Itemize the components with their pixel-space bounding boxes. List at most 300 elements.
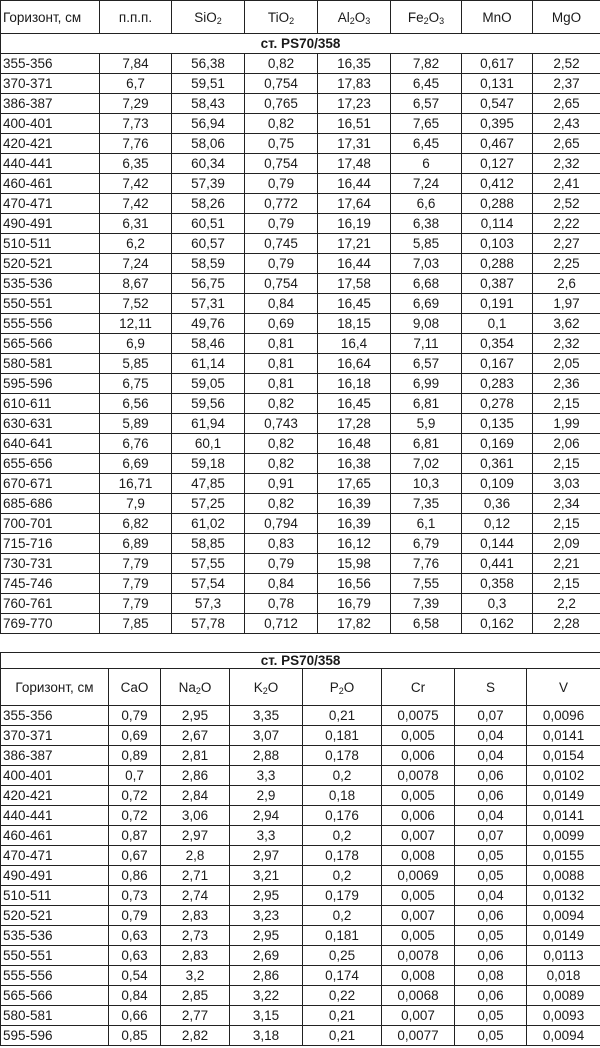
value-cell: 3,3 bbox=[230, 766, 303, 786]
value-cell: 2,15 bbox=[533, 394, 600, 414]
value-cell: 57,25 bbox=[172, 494, 245, 514]
value-cell: 0,191 bbox=[462, 294, 533, 314]
value-cell: 1,97 bbox=[533, 294, 600, 314]
value-cell: 6,56 bbox=[100, 394, 172, 414]
value-cell: 7,24 bbox=[391, 174, 462, 194]
value-cell: 0,131 bbox=[462, 74, 533, 94]
value-cell: 0,08 bbox=[455, 966, 527, 986]
value-cell: 0,21 bbox=[303, 706, 382, 726]
value-cell: 6,81 bbox=[391, 394, 462, 414]
value-cell: 0,772 bbox=[245, 194, 318, 214]
value-cell: 6,79 bbox=[391, 534, 462, 554]
depth-cell: 386-387 bbox=[1, 746, 109, 766]
value-cell: 61,94 bbox=[172, 414, 245, 434]
value-cell: 16,19 bbox=[318, 214, 391, 234]
value-cell: 0,81 bbox=[245, 374, 318, 394]
value-cell: 2,9 bbox=[230, 786, 303, 806]
value-cell: 0,91 bbox=[245, 474, 318, 494]
depth-cell: 700-701 bbox=[1, 514, 100, 534]
header-cell: S bbox=[455, 669, 527, 706]
value-cell: 2,52 bbox=[533, 194, 600, 214]
value-cell: 2,8 bbox=[161, 846, 230, 866]
value-cell: 17,21 bbox=[318, 234, 391, 254]
value-cell: 0,79 bbox=[109, 706, 161, 726]
value-cell: 2,73 bbox=[161, 926, 230, 946]
depth-cell: 595-596 bbox=[1, 1026, 109, 1046]
value-cell: 0,87 bbox=[109, 826, 161, 846]
depth-cell: 490-491 bbox=[1, 866, 109, 886]
value-cell: 17,83 bbox=[318, 74, 391, 94]
value-cell: 0,0078 bbox=[382, 946, 455, 966]
value-cell: 0,169 bbox=[462, 434, 533, 454]
value-cell: 57,78 bbox=[172, 614, 245, 634]
value-cell: 0,109 bbox=[462, 474, 533, 494]
value-cell: 8,67 bbox=[100, 274, 172, 294]
table-row bbox=[1, 94, 600, 114]
value-cell: 0,06 bbox=[455, 986, 527, 1006]
value-cell: 7,29 bbox=[100, 94, 172, 114]
value-cell: 58,43 bbox=[172, 94, 245, 114]
value-cell: 16,44 bbox=[318, 174, 391, 194]
header-cell: TiO$_2$ bbox=[245, 1, 318, 34]
value-cell: 0,0149 bbox=[527, 786, 600, 806]
table-row bbox=[1, 494, 600, 514]
value-cell: 16,44 bbox=[318, 254, 391, 274]
value-cell: 3,2 bbox=[161, 966, 230, 986]
depth-cell: 460-461 bbox=[1, 826, 109, 846]
value-cell: 0,754 bbox=[245, 274, 318, 294]
value-cell: 3,22 bbox=[230, 986, 303, 1006]
value-cell: 0,103 bbox=[462, 234, 533, 254]
value-cell: 0,06 bbox=[455, 946, 527, 966]
value-cell: 0,22 bbox=[303, 986, 382, 1006]
value-cell: 7,42 bbox=[100, 194, 172, 214]
value-cell: 0,354 bbox=[462, 334, 533, 354]
value-cell: 0,0069 bbox=[382, 866, 455, 886]
value-cell: 3,21 bbox=[230, 866, 303, 886]
header-cell: $K_2O$ bbox=[230, 669, 303, 706]
value-cell: 7,35 bbox=[391, 494, 462, 514]
value-cell: 0,63 bbox=[109, 946, 161, 966]
value-cell: 7,42 bbox=[100, 174, 172, 194]
table-row bbox=[1, 454, 600, 474]
value-cell: 2,22 bbox=[533, 214, 600, 234]
table-row bbox=[1, 886, 600, 906]
table-row bbox=[1, 614, 600, 634]
value-cell: 0,73 bbox=[109, 886, 161, 906]
table-row bbox=[1, 234, 600, 254]
value-cell: 2,32 bbox=[533, 334, 600, 354]
value-cell: 0,0096 bbox=[527, 706, 600, 726]
value-cell: 7,79 bbox=[100, 554, 172, 574]
value-cell: 7,84 bbox=[100, 54, 172, 74]
value-cell: 2,21 bbox=[533, 554, 600, 574]
value-cell: 7,82 bbox=[391, 54, 462, 74]
value-cell: 7,24 bbox=[100, 254, 172, 274]
depth-cell: 745-746 bbox=[1, 574, 100, 594]
value-cell: 2,81 bbox=[161, 746, 230, 766]
value-cell: 16,38 bbox=[318, 454, 391, 474]
oxides-header-row bbox=[1, 1, 600, 34]
table-row bbox=[1, 594, 600, 614]
value-cell: 56,38 bbox=[172, 54, 245, 74]
value-cell: 0,79 bbox=[245, 554, 318, 574]
value-cell: 61,14 bbox=[172, 354, 245, 374]
value-cell: 6,38 bbox=[391, 214, 462, 234]
depth-cell: 655-656 bbox=[1, 454, 100, 474]
value-cell: 7,85 bbox=[100, 614, 172, 634]
value-cell: 2,34 bbox=[533, 494, 600, 514]
table-row bbox=[1, 134, 600, 154]
value-cell: 7,39 bbox=[391, 594, 462, 614]
table-row bbox=[1, 214, 600, 234]
value-cell: 2,94 bbox=[230, 806, 303, 826]
value-cell: 17,48 bbox=[318, 154, 391, 174]
depth-cell: 535-536 bbox=[1, 926, 109, 946]
value-cell: 0,84 bbox=[109, 986, 161, 1006]
value-cell: 2,43 bbox=[533, 114, 600, 134]
value-cell: 3,62 bbox=[533, 314, 600, 334]
value-cell: 16,4 bbox=[318, 334, 391, 354]
value-cell: 0,84 bbox=[245, 294, 318, 314]
header-cell: Cr bbox=[382, 669, 455, 706]
value-cell: 18,15 bbox=[318, 314, 391, 334]
value-cell: 15,98 bbox=[318, 554, 391, 574]
value-cell: 0,72 bbox=[109, 806, 161, 826]
value-cell: 0,181 bbox=[303, 726, 382, 746]
value-cell: 0,361 bbox=[462, 454, 533, 474]
value-cell: 5,85 bbox=[100, 354, 172, 374]
value-cell: 0,005 bbox=[382, 926, 455, 946]
value-cell: 2,83 bbox=[161, 906, 230, 926]
value-cell: 58,85 bbox=[172, 534, 245, 554]
value-cell: 3,23 bbox=[230, 906, 303, 926]
depth-cell: 565-566 bbox=[1, 986, 109, 1006]
value-cell: 61,02 bbox=[172, 514, 245, 534]
value-cell: 0,82 bbox=[245, 494, 318, 514]
value-cell: 0,89 bbox=[109, 746, 161, 766]
value-cell: 7,02 bbox=[391, 454, 462, 474]
value-cell: 0,79 bbox=[109, 906, 161, 926]
value-cell: 3,07 bbox=[230, 726, 303, 746]
value-cell: 2,09 bbox=[533, 534, 600, 554]
value-cell: 0,78 bbox=[245, 594, 318, 614]
value-cell: 0,412 bbox=[462, 174, 533, 194]
value-cell: 0,06 bbox=[455, 906, 527, 926]
value-cell: 16,64 bbox=[318, 354, 391, 374]
value-cell: 2,88 bbox=[230, 746, 303, 766]
value-cell: 0,387 bbox=[462, 274, 533, 294]
value-cell: 2,15 bbox=[533, 454, 600, 474]
value-cell: 0,1 bbox=[462, 314, 533, 334]
elements-header-row bbox=[1, 669, 600, 706]
header-cell: Горизонт, см bbox=[1, 669, 109, 706]
table-row bbox=[1, 514, 600, 534]
value-cell: 17,31 bbox=[318, 134, 391, 154]
value-cell: 5,9 bbox=[391, 414, 462, 434]
value-cell: 2,37 bbox=[533, 74, 600, 94]
value-cell: 5,85 bbox=[391, 234, 462, 254]
value-cell: 6,58 bbox=[391, 614, 462, 634]
value-cell: 2,95 bbox=[161, 706, 230, 726]
value-cell: 0,395 bbox=[462, 114, 533, 134]
value-cell: 16,71 bbox=[100, 474, 172, 494]
value-cell: 0,72 bbox=[109, 786, 161, 806]
header-cell: MgO bbox=[533, 1, 600, 34]
table-row bbox=[1, 946, 600, 966]
depth-cell: 370-371 bbox=[1, 74, 100, 94]
value-cell: 2,67 bbox=[161, 726, 230, 746]
depth-cell: 555-556 bbox=[1, 966, 109, 986]
value-cell: 0,712 bbox=[245, 614, 318, 634]
value-cell: 0,0068 bbox=[382, 986, 455, 1006]
value-cell: 0,05 bbox=[455, 1006, 527, 1026]
table-row bbox=[1, 926, 600, 946]
value-cell: 0,007 bbox=[382, 906, 455, 926]
value-cell: 2,52 bbox=[533, 54, 600, 74]
table-row bbox=[1, 746, 600, 766]
value-cell: 2,95 bbox=[230, 886, 303, 906]
depth-cell: 760-761 bbox=[1, 594, 100, 614]
value-cell: 0,765 bbox=[245, 94, 318, 114]
value-cell: 0,12 bbox=[462, 514, 533, 534]
table-row bbox=[1, 314, 600, 334]
value-cell: 6 bbox=[391, 154, 462, 174]
value-cell: 0,0089 bbox=[527, 986, 600, 1006]
depth-cell: 520-521 bbox=[1, 906, 109, 926]
value-cell: 0,144 bbox=[462, 534, 533, 554]
value-cell: 0,05 bbox=[455, 1026, 527, 1046]
depth-cell: 470-471 bbox=[1, 846, 109, 866]
table-row bbox=[1, 374, 600, 394]
value-cell: 2,82 bbox=[161, 1026, 230, 1046]
value-cell: 3,15 bbox=[230, 1006, 303, 1026]
section-title: ст. PS70/358 bbox=[1, 34, 600, 54]
value-cell: 0,0154 bbox=[527, 746, 600, 766]
value-cell: 0,181 bbox=[303, 926, 382, 946]
value-cell: 2,97 bbox=[161, 826, 230, 846]
value-cell: 2,77 bbox=[161, 1006, 230, 1026]
table-row bbox=[1, 1026, 600, 1046]
value-cell: 6,75 bbox=[100, 374, 172, 394]
value-cell: 47,85 bbox=[172, 474, 245, 494]
value-cell: 57,3 bbox=[172, 594, 245, 614]
section-title-row bbox=[1, 653, 600, 669]
value-cell: 0,66 bbox=[109, 1006, 161, 1026]
table-row bbox=[1, 194, 600, 214]
depth-cell: 580-581 bbox=[1, 354, 100, 374]
value-cell: 0,176 bbox=[303, 806, 382, 826]
value-cell: 1,99 bbox=[533, 414, 600, 434]
value-cell: 3,35 bbox=[230, 706, 303, 726]
table-row bbox=[1, 726, 600, 746]
table-row bbox=[1, 846, 600, 866]
header-cell: $Al_2O_3$ bbox=[318, 1, 391, 34]
value-cell: 17,28 bbox=[318, 414, 391, 434]
value-cell: 6,76 bbox=[100, 434, 172, 454]
value-cell: 0,81 bbox=[245, 334, 318, 354]
value-cell: 7,55 bbox=[391, 574, 462, 594]
value-cell: 16,35 bbox=[318, 54, 391, 74]
value-cell: 2,05 bbox=[533, 354, 600, 374]
table-row bbox=[1, 474, 600, 494]
value-cell: 0,358 bbox=[462, 574, 533, 594]
value-cell: 0,441 bbox=[462, 554, 533, 574]
value-cell: 0,2 bbox=[303, 766, 382, 786]
depth-cell: 420-421 bbox=[1, 786, 109, 806]
value-cell: 6,2 bbox=[100, 234, 172, 254]
value-cell: 58,26 bbox=[172, 194, 245, 214]
depth-cell: 595-596 bbox=[1, 374, 100, 394]
value-cell: 0,36 bbox=[462, 494, 533, 514]
value-cell: 0,82 bbox=[245, 394, 318, 414]
value-cell: 17,65 bbox=[318, 474, 391, 494]
value-cell: 2,6 bbox=[533, 274, 600, 294]
value-cell: 57,55 bbox=[172, 554, 245, 574]
value-cell: 0,82 bbox=[245, 54, 318, 74]
value-cell: 2,83 bbox=[161, 946, 230, 966]
value-cell: 0,0102 bbox=[527, 766, 600, 786]
value-cell: 7,11 bbox=[391, 334, 462, 354]
header-cell: $Fe_2O_3$ bbox=[391, 1, 462, 34]
depth-cell: 730-731 bbox=[1, 554, 100, 574]
value-cell: 0,83 bbox=[245, 534, 318, 554]
value-cell: 0,005 bbox=[382, 886, 455, 906]
depth-cell: 420-421 bbox=[1, 134, 100, 154]
value-cell: 0,007 bbox=[382, 1006, 455, 1026]
table-row bbox=[1, 334, 600, 354]
depth-cell: 685-686 bbox=[1, 494, 100, 514]
value-cell: 3,3 bbox=[230, 826, 303, 846]
value-cell: 2,84 bbox=[161, 786, 230, 806]
table-row bbox=[1, 766, 600, 786]
value-cell: 6,57 bbox=[391, 354, 462, 374]
value-cell: 17,23 bbox=[318, 94, 391, 114]
value-cell: 0,178 bbox=[303, 846, 382, 866]
value-cell: 0,18 bbox=[303, 786, 382, 806]
value-cell: 7,65 bbox=[391, 114, 462, 134]
value-cell: 0,04 bbox=[455, 806, 527, 826]
value-cell: 17,58 bbox=[318, 274, 391, 294]
table-row bbox=[1, 354, 600, 374]
value-cell: 0,06 bbox=[455, 766, 527, 786]
value-cell: 57,54 bbox=[172, 574, 245, 594]
value-cell: 7,76 bbox=[391, 554, 462, 574]
value-cell: 0,04 bbox=[455, 746, 527, 766]
value-cell: 0,54 bbox=[109, 966, 161, 986]
value-cell: 60,34 bbox=[172, 154, 245, 174]
value-cell: 0,21 bbox=[303, 1026, 382, 1046]
value-cell: 0,0078 bbox=[382, 766, 455, 786]
value-cell: 16,56 bbox=[318, 574, 391, 594]
value-cell: 0,005 bbox=[382, 786, 455, 806]
header-cell: V bbox=[527, 669, 600, 706]
value-cell: 7,79 bbox=[100, 594, 172, 614]
depth-cell: 400-401 bbox=[1, 766, 109, 786]
value-cell: 6,9 bbox=[100, 334, 172, 354]
value-cell: 0,04 bbox=[455, 886, 527, 906]
value-cell: 6,69 bbox=[391, 294, 462, 314]
value-cell: 0,82 bbox=[245, 434, 318, 454]
depth-cell: 400-401 bbox=[1, 114, 100, 134]
value-cell: 0,84 bbox=[245, 574, 318, 594]
value-cell: 2,95 bbox=[230, 926, 303, 946]
header-cell: $P_2O$ bbox=[303, 669, 382, 706]
table-row bbox=[1, 414, 600, 434]
depth-cell: 640-641 bbox=[1, 434, 100, 454]
value-cell: 2,15 bbox=[533, 514, 600, 534]
depth-cell: 510-511 bbox=[1, 886, 109, 906]
depth-cell: 370-371 bbox=[1, 726, 109, 746]
value-cell: 16,45 bbox=[318, 394, 391, 414]
value-cell: 16,12 bbox=[318, 534, 391, 554]
value-cell: 56,94 bbox=[172, 114, 245, 134]
depth-cell: 555-556 bbox=[1, 314, 100, 334]
value-cell: 0,06 bbox=[455, 786, 527, 806]
value-cell: 16,79 bbox=[318, 594, 391, 614]
value-cell: 0,178 bbox=[303, 746, 382, 766]
value-cell: 60,51 bbox=[172, 214, 245, 234]
depth-cell: 470-471 bbox=[1, 194, 100, 214]
value-cell: 0,86 bbox=[109, 866, 161, 886]
value-cell: 0,75 bbox=[245, 134, 318, 154]
value-cell: 0,0113 bbox=[527, 946, 600, 966]
table-row bbox=[1, 434, 600, 454]
value-cell: 0,0141 bbox=[527, 726, 600, 746]
value-cell: 2,97 bbox=[230, 846, 303, 866]
depth-cell: 520-521 bbox=[1, 254, 100, 274]
value-cell: 16,39 bbox=[318, 494, 391, 514]
table-row bbox=[1, 786, 600, 806]
value-cell: 0,0132 bbox=[527, 886, 600, 906]
header-cell: SiO$_2$ bbox=[172, 1, 245, 34]
value-cell: 0,0099 bbox=[527, 826, 600, 846]
table-row bbox=[1, 54, 600, 74]
value-cell: 56,75 bbox=[172, 274, 245, 294]
depth-cell: 769-770 bbox=[1, 614, 100, 634]
value-cell: 2,36 bbox=[533, 374, 600, 394]
table-row bbox=[1, 294, 600, 314]
value-cell: 6,81 bbox=[391, 434, 462, 454]
value-cell: 16,51 bbox=[318, 114, 391, 134]
value-cell: 6,31 bbox=[100, 214, 172, 234]
value-cell: 0,288 bbox=[462, 194, 533, 214]
value-cell: 2,69 bbox=[230, 946, 303, 966]
value-cell: 6,99 bbox=[391, 374, 462, 394]
value-cell: 2,65 bbox=[533, 134, 600, 154]
value-cell: 0,05 bbox=[455, 926, 527, 946]
value-cell: 58,06 bbox=[172, 134, 245, 154]
value-cell: 0,0093 bbox=[527, 1006, 600, 1026]
table-row bbox=[1, 554, 600, 574]
value-cell: 0,794 bbox=[245, 514, 318, 534]
value-cell: 59,56 bbox=[172, 394, 245, 414]
value-cell: 7,76 bbox=[100, 134, 172, 154]
value-cell: 0,547 bbox=[462, 94, 533, 114]
value-cell: 57,39 bbox=[172, 174, 245, 194]
value-cell: 6,68 bbox=[391, 274, 462, 294]
value-cell: 0,0141 bbox=[527, 806, 600, 826]
value-cell: 0,007 bbox=[382, 826, 455, 846]
table-row bbox=[1, 174, 600, 194]
value-cell: 0,63 bbox=[109, 926, 161, 946]
value-cell: 0,467 bbox=[462, 134, 533, 154]
value-cell: 5,89 bbox=[100, 414, 172, 434]
elements-table bbox=[0, 652, 600, 1046]
value-cell: 7,79 bbox=[100, 574, 172, 594]
value-cell: 6,69 bbox=[100, 454, 172, 474]
value-cell: 0,0094 bbox=[527, 906, 600, 926]
